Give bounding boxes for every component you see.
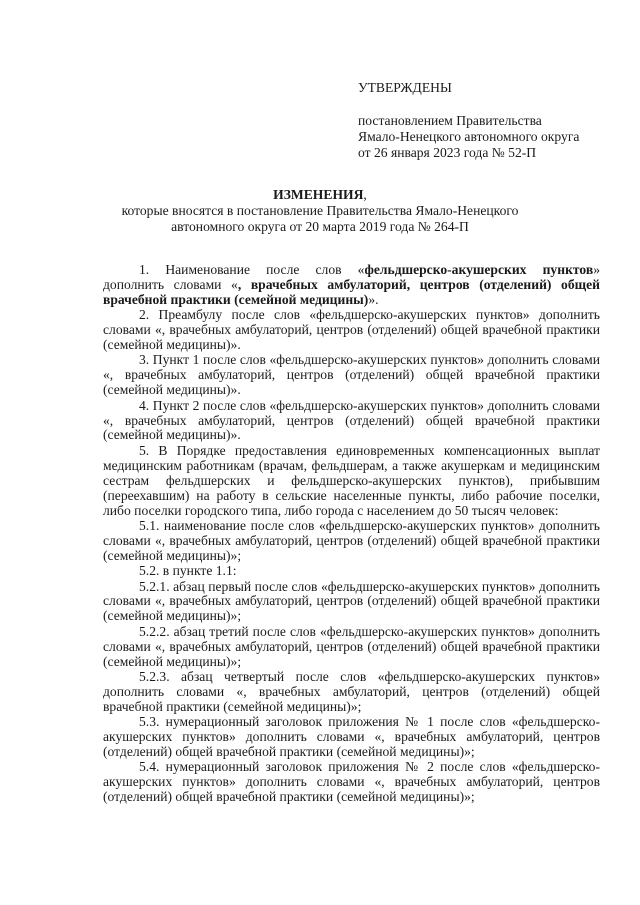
- paragraph-5: 5. В Порядке предоставления единовременных компенсационных выплат медицинским работникам (врачам, фельдшерам, а также акушеркам и медицинским сестрам фельдшерских и фельдшерско-акушерских пунктов), прибывшим (переехавшим) на работу в сельские населенные пункты, либо рабочие поселки, либо поселки городского типа, либо города с населением до 50 тысяч человек:: [103, 442, 600, 518]
- document-body: [103, 263, 600, 806]
- approval-line: постановлением Правительства: [358, 113, 542, 128]
- text-fragment: 1. Наименование после слов «: [139, 262, 365, 277]
- paragraph-3: 3. Пункт 1 после слов «фельдшерско-акушерских пунктов» дополнить словами «, врачебных амбулаторий, центров (отделений) общей врачебной практики (семейной медицины)».: [103, 352, 600, 398]
- paragraph-5-3: 5.3. нумерационный заголовок приложения № 1 после слов «фельдшерско-акушерских пунктов» дополнить словами «, врачебных амбулаторий, центров (отделений) общей врачебной практики (семейной медицины)»;: [103, 714, 600, 759]
- approval-line: Ямало-Ненецкого автономного округа: [358, 129, 580, 144]
- heading-title: ИЗМЕНЕНИЯ: [273, 187, 364, 202]
- text-fragment: » дополнить словами «: [103, 262, 600, 292]
- bold-fragment: фельдшерско-акушерских пунктов: [364, 262, 594, 277]
- paragraph-5-4: 5.4. нумерационный заголовок приложения № 2 после слов «фельдшерско-акушерских пунктов» дополнить словами «, врачебных амбулаторий, центров (отделений) общей врачебной практики (семейной медицины)»;: [103, 759, 600, 805]
- document-heading: [100, 187, 540, 235]
- text-fragment: ».: [368, 291, 379, 307]
- paragraph-2: 2. Преамбулу после слов «фельдшерско-акушерских пунктов» дополнить словами «, врачебных амбулаторий, центров (отделений) общей врачебной практики (семейной медицины)».: [103, 307, 600, 353]
- approval-block: [358, 80, 579, 161]
- heading-subtitle-line: автономного округа от 20 марта 2019 года № 264-П: [171, 219, 469, 234]
- heading-title-comma: ,: [363, 187, 367, 202]
- paragraph-5-1: 5.1. наименование после слов «фельдшерско-акушерских пунктов» дополнить словами «, врачебных амбулаторий, центров (отделений) общей врачебной практики (семейной медицины)»;: [103, 517, 600, 563]
- paragraph-4: 4. Пункт 2 после слов «фельдшерско-акушерских пунктов» дополнить словами «, врачебных амбулаторий, центров (отделений) общей врачебной практики (семейной медицины)».: [103, 397, 600, 443]
- bold-fragment: , врачебных амбулаторий, центров (отделений) общей врачебной практики (семейной медицины): [103, 276, 600, 307]
- heading-subtitle-line: которые вносятся в постановление Правительства Ямало-Ненецкого: [121, 203, 519, 218]
- paragraph-5-2-1: 5.2.1. абзац первый после слов «фельдшерско-акушерских пунктов» дополнить словами «, врачебных амбулаторий, центров (отделений) общей врачебной практики (семейной медицины)»;: [103, 578, 600, 624]
- paragraph-5-2-2: 5.2.2. абзац третий после слов «фельдшерско-акушерских пунктов» дополнить словами «, врачебных амбулаторий, центров (отделений) общей врачебной практики (семейной медицины)»;: [103, 623, 600, 669]
- heading-title-row: [100, 187, 540, 203]
- approval-line: от 26 января 2023 года № 52-П: [358, 145, 537, 160]
- paragraph-5-2-3: 5.2.3. абзац четвертый после слов «фельдшерско-акушерских пунктов» дополнить словами «, врачебных амбулаторий, центров (отделений) общей врачебной практики (семейной медицины)»;: [103, 668, 600, 714]
- approval-title: УТВЕРЖДЕНЫ: [358, 80, 452, 95]
- paragraph-5-2: 5.2. в пункте 1.1:: [139, 563, 237, 579]
- paragraph-1: [103, 263, 600, 308]
